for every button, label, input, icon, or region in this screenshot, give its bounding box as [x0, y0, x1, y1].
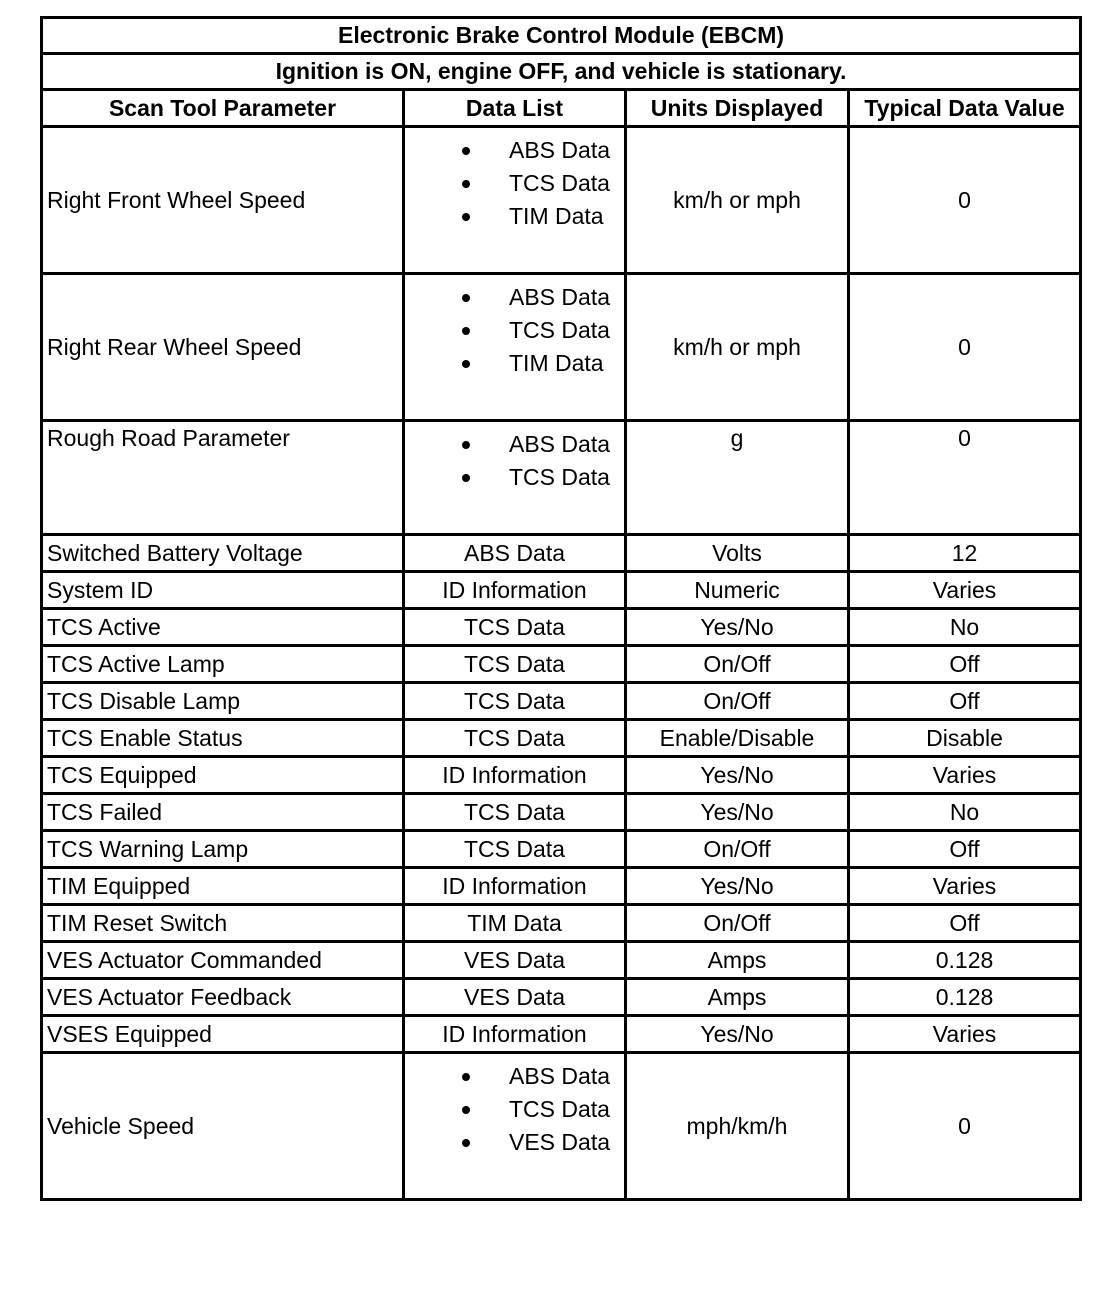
list-item: [405, 1126, 624, 1159]
bullet-icon: [462, 360, 470, 368]
table-row: [42, 646, 1081, 683]
list-item: [405, 134, 624, 167]
list-item: [405, 1060, 624, 1093]
cell-units-displayed: Amps: [626, 979, 849, 1016]
cell-data-list: TCS Data: [404, 794, 626, 831]
cell-data-list: TCS Data: [404, 683, 626, 720]
data-list-item-label: TCS Data: [509, 464, 610, 490]
cell-data-list: ID Information: [404, 757, 626, 794]
header-units-displayed: Units Displayed: [626, 90, 849, 127]
cell-data-list: [404, 421, 626, 535]
bullet-icon: [462, 1139, 470, 1147]
cell-units-displayed: Yes/No: [626, 1016, 849, 1053]
list-item: [405, 200, 624, 233]
cell-typical-data-value: 0: [849, 1053, 1081, 1200]
cell-units-displayed: On/Off: [626, 646, 849, 683]
bullet-icon: [462, 213, 470, 221]
data-list-item-label: VES Data: [509, 1129, 610, 1155]
cell-units-displayed: Enable/Disable: [626, 720, 849, 757]
cell-typical-data-value: Varies: [849, 868, 1081, 905]
cell-parameter: System ID: [42, 572, 404, 609]
header-typical-data-value: Typical Data Value: [849, 90, 1081, 127]
cell-parameter: TCS Active Lamp: [42, 646, 404, 683]
header-scan-tool-parameter: Scan Tool Parameter: [42, 90, 404, 127]
cell-parameter: TCS Active: [42, 609, 404, 646]
cell-data-list: TCS Data: [404, 609, 626, 646]
cell-typical-data-value: 12: [849, 535, 1081, 572]
cell-parameter: TIM Reset Switch: [42, 905, 404, 942]
table-row: [42, 683, 1081, 720]
data-list-item-label: ABS Data: [509, 1063, 610, 1089]
cell-units-displayed: On/Off: [626, 683, 849, 720]
cell-units-displayed: km/h or mph: [626, 274, 849, 421]
cell-parameter: TCS Failed: [42, 794, 404, 831]
data-list-item-label: TIM Data: [509, 203, 604, 229]
ebcm-data-table: [40, 16, 1082, 1201]
cell-data-list: TCS Data: [404, 720, 626, 757]
table-row: [42, 794, 1081, 831]
data-list-item-label: ABS Data: [509, 431, 610, 457]
cell-typical-data-value: 0: [849, 127, 1081, 274]
cell-data-list: ID Information: [404, 1016, 626, 1053]
cell-units-displayed: Numeric: [626, 572, 849, 609]
cell-typical-data-value: 0.128: [849, 979, 1081, 1016]
cell-parameter: TIM Equipped: [42, 868, 404, 905]
cell-units-displayed: Yes/No: [626, 868, 849, 905]
bullet-icon: [462, 147, 470, 155]
cell-units-displayed: On/Off: [626, 905, 849, 942]
cell-data-list: TCS Data: [404, 831, 626, 868]
table-row: [42, 831, 1081, 868]
cell-units-displayed: km/h or mph: [626, 127, 849, 274]
table-row: [42, 1053, 1081, 1200]
table-row: [42, 1016, 1081, 1053]
data-list-item-label: ABS Data: [509, 284, 610, 310]
cell-typical-data-value: Off: [849, 831, 1081, 868]
cell-typical-data-value: Off: [849, 683, 1081, 720]
cell-units-displayed: Yes/No: [626, 794, 849, 831]
cell-data-list: [404, 274, 626, 421]
table-title: Electronic Brake Control Module (EBCM): [42, 18, 1081, 54]
cell-typical-data-value: Varies: [849, 757, 1081, 794]
cell-parameter: Rough Road Parameter: [42, 421, 404, 535]
table-row: [42, 274, 1081, 421]
table-row: [42, 720, 1081, 757]
cell-parameter: Switched Battery Voltage: [42, 535, 404, 572]
data-list-bullets: [405, 422, 624, 494]
data-list-item-label: TCS Data: [509, 1096, 610, 1122]
list-item: [405, 281, 624, 314]
data-list-bullets: [405, 275, 624, 380]
list-item: [405, 314, 624, 347]
cell-typical-data-value: Varies: [849, 572, 1081, 609]
cell-units-displayed: Yes/No: [626, 757, 849, 794]
table-body: [42, 127, 1081, 1200]
data-list-item-label: TCS Data: [509, 317, 610, 343]
cell-parameter: Right Rear Wheel Speed: [42, 274, 404, 421]
data-list-item-label: TIM Data: [509, 350, 604, 376]
bullet-icon: [462, 441, 470, 449]
cell-data-list: VES Data: [404, 979, 626, 1016]
cell-parameter: TCS Enable Status: [42, 720, 404, 757]
cell-parameter: TCS Equipped: [42, 757, 404, 794]
cell-typical-data-value: Disable: [849, 720, 1081, 757]
data-list-item-label: TCS Data: [509, 170, 610, 196]
cell-typical-data-value: No: [849, 609, 1081, 646]
cell-typical-data-value: Off: [849, 905, 1081, 942]
cell-typical-data-value: Varies: [849, 1016, 1081, 1053]
cell-data-list: ID Information: [404, 868, 626, 905]
header-data-list: Data List: [404, 90, 626, 127]
cell-units-displayed: Yes/No: [626, 609, 849, 646]
cell-typical-data-value: 0: [849, 274, 1081, 421]
table-row: [42, 942, 1081, 979]
data-list-bullets: [405, 128, 624, 233]
table-row: [42, 421, 1081, 535]
bullet-icon: [462, 1073, 470, 1081]
cell-parameter: VES Actuator Commanded: [42, 942, 404, 979]
table-row: [42, 572, 1081, 609]
cell-data-list: TCS Data: [404, 646, 626, 683]
table-row: [42, 535, 1081, 572]
bullet-icon: [462, 474, 470, 482]
cell-parameter: VSES Equipped: [42, 1016, 404, 1053]
cell-parameter: Vehicle Speed: [42, 1053, 404, 1200]
cell-parameter: VES Actuator Feedback: [42, 979, 404, 1016]
table-subtitle: Ignition is ON, engine OFF, and vehicle is stationary.: [42, 54, 1081, 90]
cell-typical-data-value: 0: [849, 421, 1081, 535]
cell-data-list: VES Data: [404, 942, 626, 979]
data-list-item-label: ABS Data: [509, 137, 610, 163]
bullet-icon: [462, 1106, 470, 1114]
cell-parameter: Right Front Wheel Speed: [42, 127, 404, 274]
bullet-icon: [462, 327, 470, 335]
list-item: [405, 347, 624, 380]
cell-units-displayed: On/Off: [626, 831, 849, 868]
cell-units-displayed: g: [626, 421, 849, 535]
cell-typical-data-value: Off: [849, 646, 1081, 683]
list-item: [405, 167, 624, 200]
cell-data-list: ABS Data: [404, 535, 626, 572]
data-list-bullets: [405, 1054, 624, 1159]
cell-data-list: ID Information: [404, 572, 626, 609]
cell-units-displayed: Volts: [626, 535, 849, 572]
table-row: [42, 127, 1081, 274]
cell-parameter: TCS Disable Lamp: [42, 683, 404, 720]
cell-parameter: TCS Warning Lamp: [42, 831, 404, 868]
bullet-icon: [462, 294, 470, 302]
table-row: [42, 979, 1081, 1016]
bullet-icon: [462, 180, 470, 188]
cell-data-list: [404, 127, 626, 274]
cell-data-list: [404, 1053, 626, 1200]
table-row: [42, 609, 1081, 646]
cell-typical-data-value: No: [849, 794, 1081, 831]
list-item: [405, 461, 624, 494]
cell-units-displayed: mph/km/h: [626, 1053, 849, 1200]
list-item: [405, 428, 624, 461]
cell-typical-data-value: 0.128: [849, 942, 1081, 979]
cell-units-displayed: Amps: [626, 942, 849, 979]
table-row: [42, 757, 1081, 794]
table-row: [42, 868, 1081, 905]
list-item: [405, 1093, 624, 1126]
table-row: [42, 905, 1081, 942]
cell-data-list: TIM Data: [404, 905, 626, 942]
